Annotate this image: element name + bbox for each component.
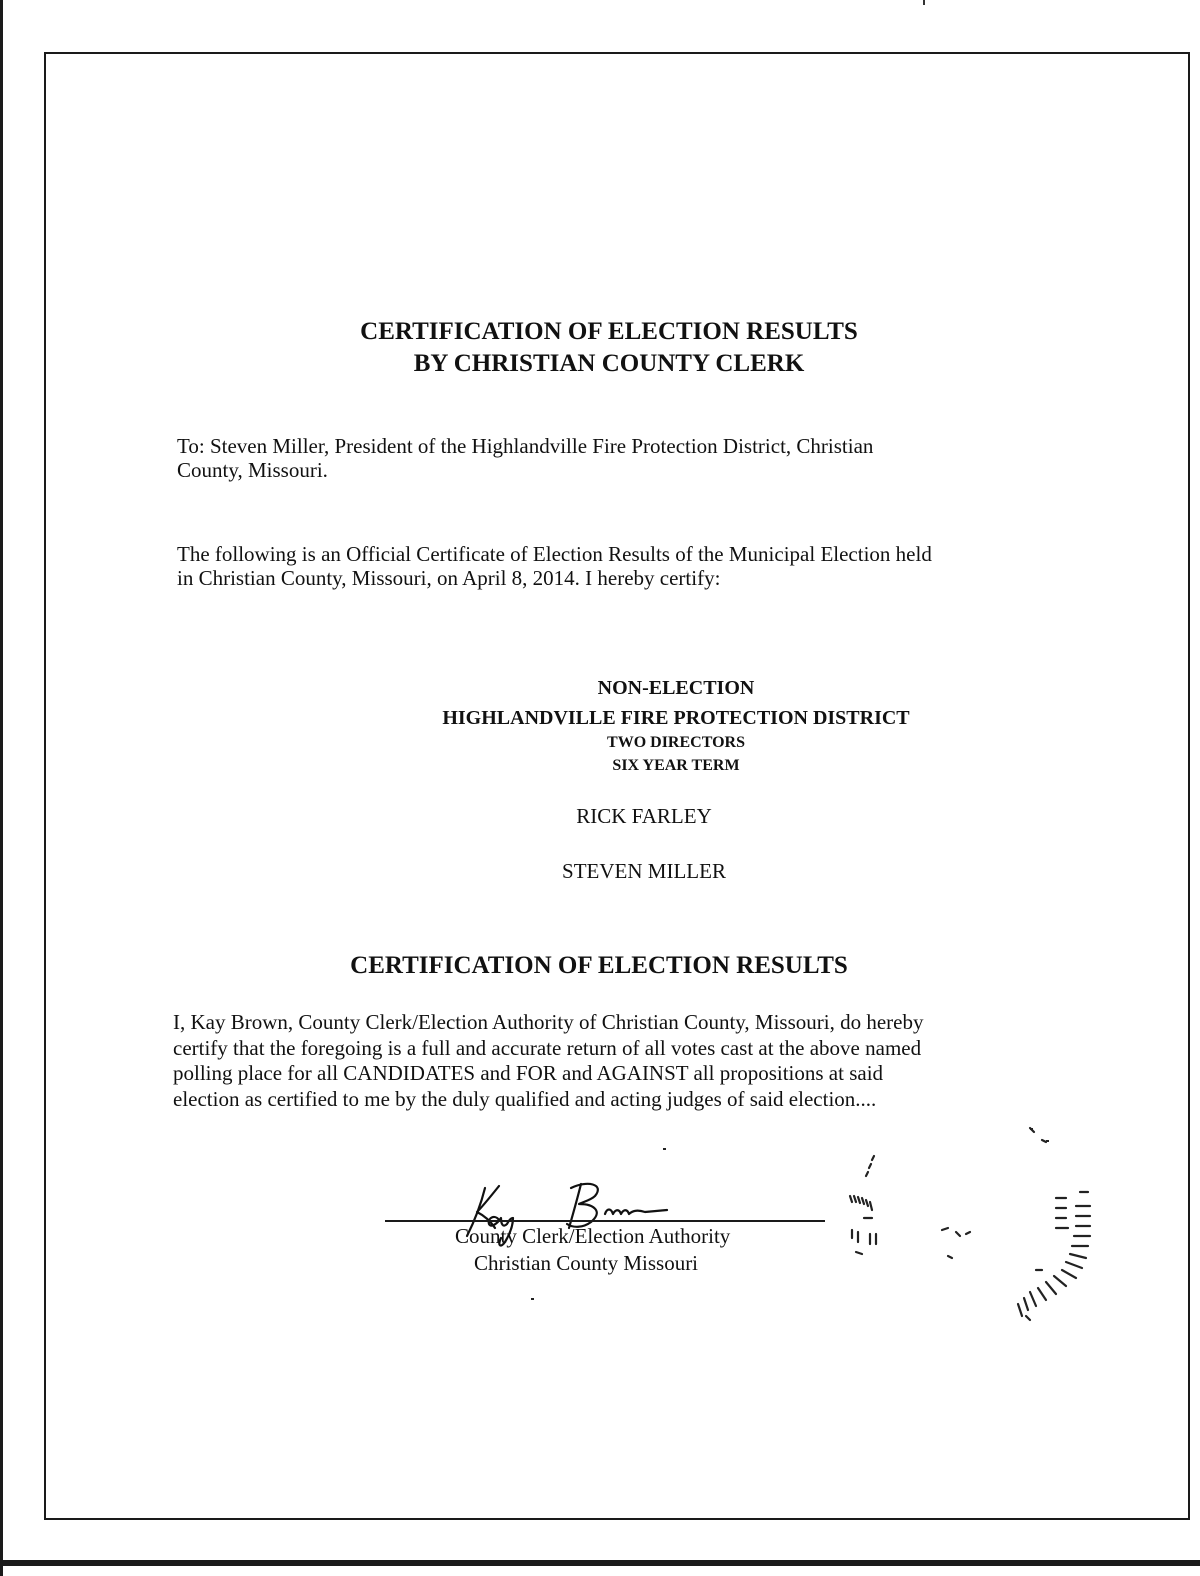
candidate-name: RICK FARLEY bbox=[576, 804, 712, 828]
certification-paragraph bbox=[173, 1010, 1053, 1112]
scan-top-tick bbox=[923, 0, 925, 5]
document-title-line-1: CERTIFICATION OF ELECTION RESULTS bbox=[360, 318, 858, 345]
candidate-name: STEVEN MILLER bbox=[562, 859, 726, 883]
addressee-line-2: County, Missouri. bbox=[177, 458, 328, 482]
scan-left-edge bbox=[0, 0, 3, 1576]
race-term: SIX YEAR TERM bbox=[612, 757, 740, 774]
certification-line-1: I, Kay Brown, County Clerk/Election Authority of Christian County, Missouri, do hereby bbox=[173, 1010, 924, 1034]
signature-title: County Clerk/Election Authority bbox=[455, 1224, 731, 1248]
scan-speck bbox=[1030, 1128, 1033, 1130]
addressee-line-1: To: Steven Miller, President of the Highlandville Fire Protection District, Christian bbox=[177, 434, 874, 458]
scan-speck bbox=[663, 1148, 666, 1150]
scan-bottom-edge bbox=[0, 1560, 1200, 1566]
certification-heading: CERTIFICATION OF ELECTION RESULTS bbox=[350, 952, 848, 979]
race-district: HIGHLANDVILLE FIRE PROTECTION DISTRICT bbox=[442, 707, 910, 729]
certification-line-2: certify that the foregoing is a full and accurate return of all votes cast at the above named bbox=[173, 1035, 922, 1060]
intro-line-2: in Christian County, Missouri, on April 8, 2014. I hereby certify: bbox=[177, 566, 721, 590]
addressee-paragraph bbox=[177, 434, 1057, 482]
certification-line-3: polling place for all CANDIDATES and FOR and AGAINST all propositions at said bbox=[173, 1061, 884, 1085]
certification-line-4: election as certified to me by the duly qualified and acting judges of said election.... bbox=[173, 1086, 877, 1111]
embossed-seal-marks bbox=[820, 1120, 1110, 1350]
document-title-line-2: BY CHRISTIAN COUNTY CLERK bbox=[413, 350, 805, 377]
intro-paragraph bbox=[177, 542, 1057, 590]
signature-county: Christian County Missouri bbox=[474, 1251, 699, 1275]
race-seats: TWO DIRECTORS bbox=[607, 734, 745, 751]
race-type: NON-ELECTION bbox=[597, 677, 755, 699]
scan-speck bbox=[531, 1298, 534, 1300]
scan-speck bbox=[1046, 1140, 1049, 1142]
intro-line-1: The following is an Official Certificate of Election Results of the Municipal Election held bbox=[177, 542, 932, 566]
signature-line bbox=[385, 1220, 825, 1222]
